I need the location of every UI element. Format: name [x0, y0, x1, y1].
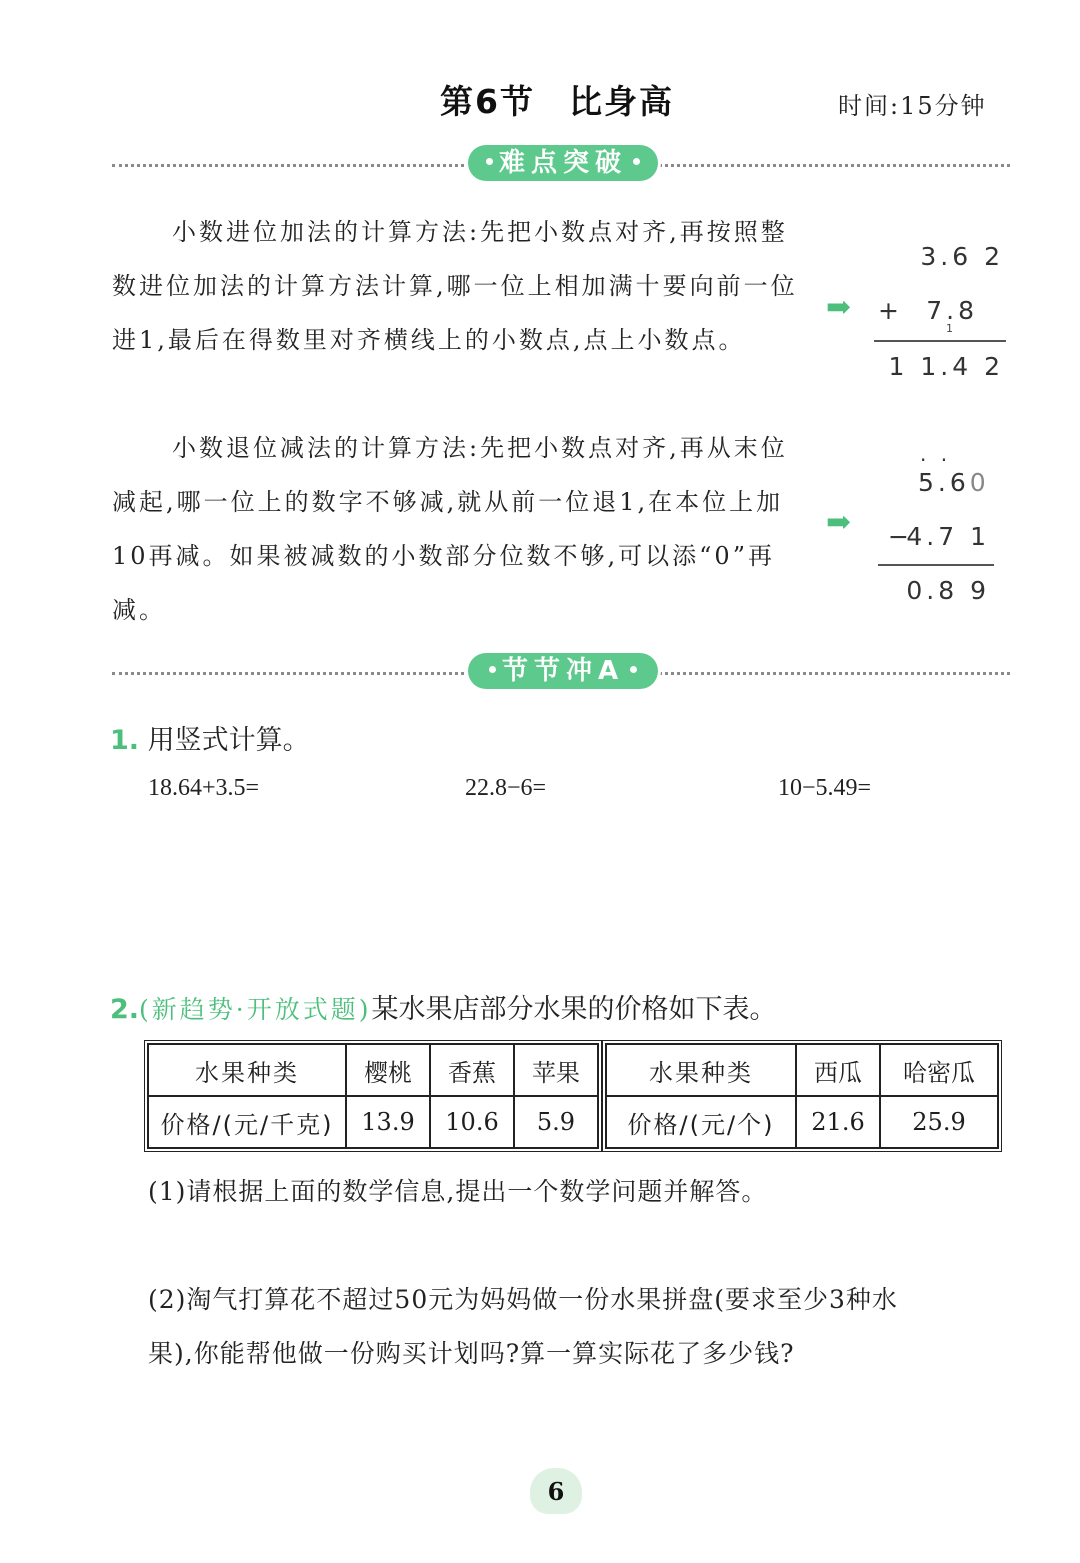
sum-line [874, 340, 1006, 342]
borrow-dots: . . [920, 442, 952, 466]
difference-result: 0.8 9 [906, 576, 990, 605]
addition-rule-text: 小数进位加法的计算方法:先把小数点对齐,再按照整数进位加法的计算方法计算,哪一位上相加满十要向前一位进1,最后在得数里对齐横线上的小数点,点上小数点。 [112, 218, 798, 354]
sub-question-2-line-2: 果),你能帮他做一份购买计划吗?算一算实际花了多少钱? [148, 1339, 795, 1368]
table-header: 水果种类 [606, 1044, 796, 1096]
sub-question-1: (1)请根据上面的数学信息,提出一个数学问题并解答。 [148, 1177, 768, 1206]
table-cell: 西瓜 [796, 1044, 880, 1096]
added-zero: 0 [969, 468, 990, 497]
section-label-pill [468, 145, 658, 181]
minuend: 5.60 [918, 468, 990, 497]
section-label: 难点突破 [498, 148, 627, 178]
expression-3: 10−5.49= [778, 775, 872, 801]
table-cell: 13.9 [346, 1096, 430, 1148]
page-title [440, 76, 674, 123]
fruit-price-table-2 [605, 1043, 999, 1149]
question-number: 1. [110, 725, 140, 756]
arrow-right-icon: ➡ [826, 505, 852, 540]
expression-1: 18.64+3.5= [148, 775, 260, 801]
table-row [606, 1096, 998, 1148]
question-1 [110, 718, 310, 757]
table-cell: 10.6 [430, 1096, 514, 1148]
table-cell: 25.9 [880, 1096, 998, 1148]
sum-result: 1 1.4 2 [888, 352, 1004, 381]
table-cell: 21.6 [796, 1096, 880, 1148]
table-cell: 香蕉 [430, 1044, 514, 1096]
addend-bottom: 7.8 [926, 296, 978, 325]
table-row [148, 1096, 598, 1148]
section-number: 第6节 [440, 82, 535, 121]
carry-mark: 1 [946, 322, 953, 335]
section-label: 节节冲A [501, 656, 625, 686]
plus-sign: + [878, 296, 903, 325]
page-number: 6 [530, 1468, 582, 1514]
addition-explanation [112, 205, 812, 367]
addition-vertical-calc [870, 240, 1010, 390]
table-header: 水果种类 [148, 1044, 346, 1096]
addend-top: 3.6 2 [920, 242, 1004, 271]
table-header: 价格/(元/千克) [148, 1096, 346, 1148]
minus-sign: − [888, 522, 913, 551]
section-title: 比身高 [568, 82, 674, 121]
table-row [606, 1044, 998, 1096]
fruit-price-table-1 [147, 1043, 599, 1149]
expression-2: 22.8−6= [465, 775, 547, 801]
arrow-right-icon: ➡ [826, 290, 852, 325]
time-limit: 时间:15分钟 [838, 92, 987, 120]
subtraction-rule-text: 小数退位减法的计算方法:先把小数点对齐,再从末位减起,哪一位上的数字不够减,就从前一位退1,在本位上加10再减。如果被减数的小数部分位数不够,可以添“0”再减。 [112, 434, 788, 624]
subtrahend: 4.7 1 [906, 522, 990, 551]
subtraction-explanation [112, 421, 812, 637]
question-text: 用竖式计算。 [147, 725, 310, 756]
table-header: 价格/(元/个) [606, 1096, 796, 1148]
question-text: 某水果店部分水果的价格如下表。 [371, 994, 777, 1025]
table-cell: 苹果 [514, 1044, 598, 1096]
table-row [148, 1044, 598, 1096]
difference-line [878, 564, 994, 566]
table-cell: 哈密瓜 [880, 1044, 998, 1096]
question-tag: (新趋势·开放式题) [139, 995, 372, 1024]
section-divider-difficulty [112, 145, 1010, 185]
table-cell: 5.9 [514, 1096, 598, 1148]
section-label-pill [468, 653, 658, 689]
subtraction-vertical-calc [870, 442, 1010, 608]
section-divider-practice [112, 653, 1010, 693]
question-number: 2. [110, 994, 140, 1025]
table-cell: 樱桃 [346, 1044, 430, 1096]
sub-question-2-line-1: (2)淘气打算花不超过50元为妈妈做一份水果拼盘(要求至少3种水 [148, 1285, 898, 1314]
question-2 [110, 987, 777, 1026]
